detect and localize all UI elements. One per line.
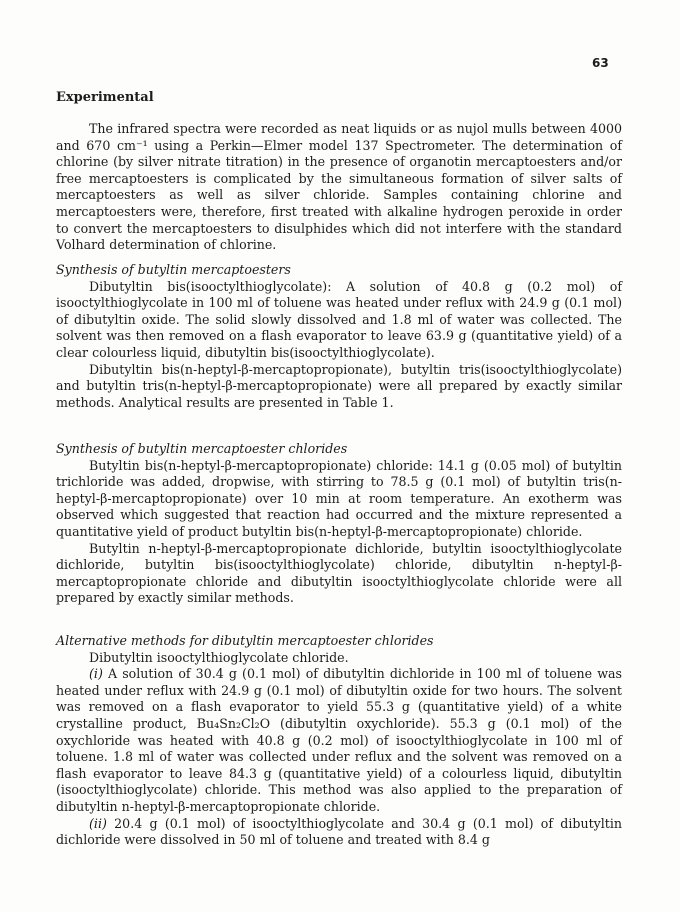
subsection-title: Synthesis of butyltin mercaptoesters <box>56 262 291 277</box>
section-mercaptoesters <box>56 262 622 411</box>
paragraph: Dibutyltin bis(isooctylthioglycolate): A solution of 40.8 g (0.2 mol) of isooctylthioglycolate in 100 ml of toluene was heated under reflux with 24.9 g (0.1 mol) of dibutyltin oxide. The solid slowly dissolved and 1.8 ml of water was collected. The solvent was then removed on a flash evaporator to leave 63.9 g (quantitative yield) of a clear colourless liquid, dibutyltin bis(isooctylthioglycolate). <box>56 278 622 360</box>
page-number: 63 <box>592 56 609 70</box>
paragraph: Butyltin n-heptyl-β-mercaptopropionate dichloride, butyltin isooctylthioglycolate dichloride, butyltin bis(isooctylthioglycolate) chloride, dibutyltin n-heptyl-β-mercaptopropionate chloride and dibutyltin isooctylthioglycolate chloride were all prepared by exactly similar methods. <box>56 540 622 606</box>
method-paragraph <box>56 666 622 815</box>
compound-name: Dibutyltin isooctylthioglycolate chloride. <box>89 649 349 665</box>
section-heading: Experimental <box>56 90 154 105</box>
method-paragraph <box>56 816 622 849</box>
method-label: (ii) <box>89 815 107 831</box>
intro-block <box>56 121 622 254</box>
paragraph: Dibutyltin bis(n-heptyl-β-mercaptopropionate), butyltin tris(isooctylthioglycolate) and butyltin tris(n-heptyl-β-mercaptopropionate) were all prepared by exactly similar methods. Analytical results are presented in Table 1. <box>56 361 622 410</box>
section-alternative-methods <box>56 633 622 849</box>
section-mercaptoester-chlorides <box>56 441 622 607</box>
subsection-title: Alternative methods for dibutyltin mercaptoester chlorides <box>56 633 434 648</box>
subsection-title: Synthesis of butyltin mercaptoester chlorides <box>56 441 348 456</box>
method-text: A solution of 30.4 g (0.1 mol) of dibutyltin dichloride in 100 ml of toluene was heated under reflux with 24.9 g (0.1 mol) of dibutyltin oxide for two hours. The solvent was removed on a flash evaporator to yield 55.3 g (quantitative yield) of a white crystalline product, Bu₄Sn₂Cl₂O (dibutyltin oxychloride). 55.3 g (0.1 mol) of the oxychloride was heated with 40.8 g (0.2 mol) of isooctylthioglycolate in 100 ml of toluene. 1.8 ml of water was collected under reflux and the solvent was removed on a flash evaporator to leave 84.3 g (quantitative yield) of a colourless liquid, dibutyltin (isooctylthioglycolate) chloride. This method was also applied to the preparation of dibutyltin n-heptyl-β-mercaptopropionate chloride. <box>56 666 622 814</box>
method-text: 20.4 g (0.1 mol) of isooctylthioglycolate and 30.4 g (0.1 mol) of dibutyltin dichloride were dissolved in 50 ml of toluene and treated with 8.4 g <box>56 815 622 848</box>
intro-paragraph: The infrared spectra were recorded as neat liquids or as nujol mulls between 4000 and 670 cm⁻¹ using a Perkin—Elmer model 137 Spectrometer. The determination of chlorine (by silver nitrate titration) in the presence of organotin mercaptoesters and/or free mercaptoesters is complicated by the simultaneous formation of silver salts of mercaptoesters as well as silver chloride. Samples containing chlorine and mercaptoesters were, therefore, first treated with alkaline hydrogen peroxide in order to convert the mercaptoesters to disulphides which did not interfere with the standard Volhard determination of chlorine. <box>56 121 622 253</box>
method-label: (i) <box>89 666 103 682</box>
paragraph: Butyltin bis(n-heptyl-β-mercaptopropionate) chloride: 14.1 g (0.05 mol) of butyltin trichloride was added, dropwise, with stirring to 78.5 g (0.1 mol) of butyltin tris(n-heptyl-β-mercaptopropionate) over 10 min at room temperature. An exotherm was observed which suggested that reaction had occurred and the mixture represented a quantitative yield of product butyltin bis(n-heptyl-β-mercaptopropionate) chloride. <box>56 457 622 539</box>
